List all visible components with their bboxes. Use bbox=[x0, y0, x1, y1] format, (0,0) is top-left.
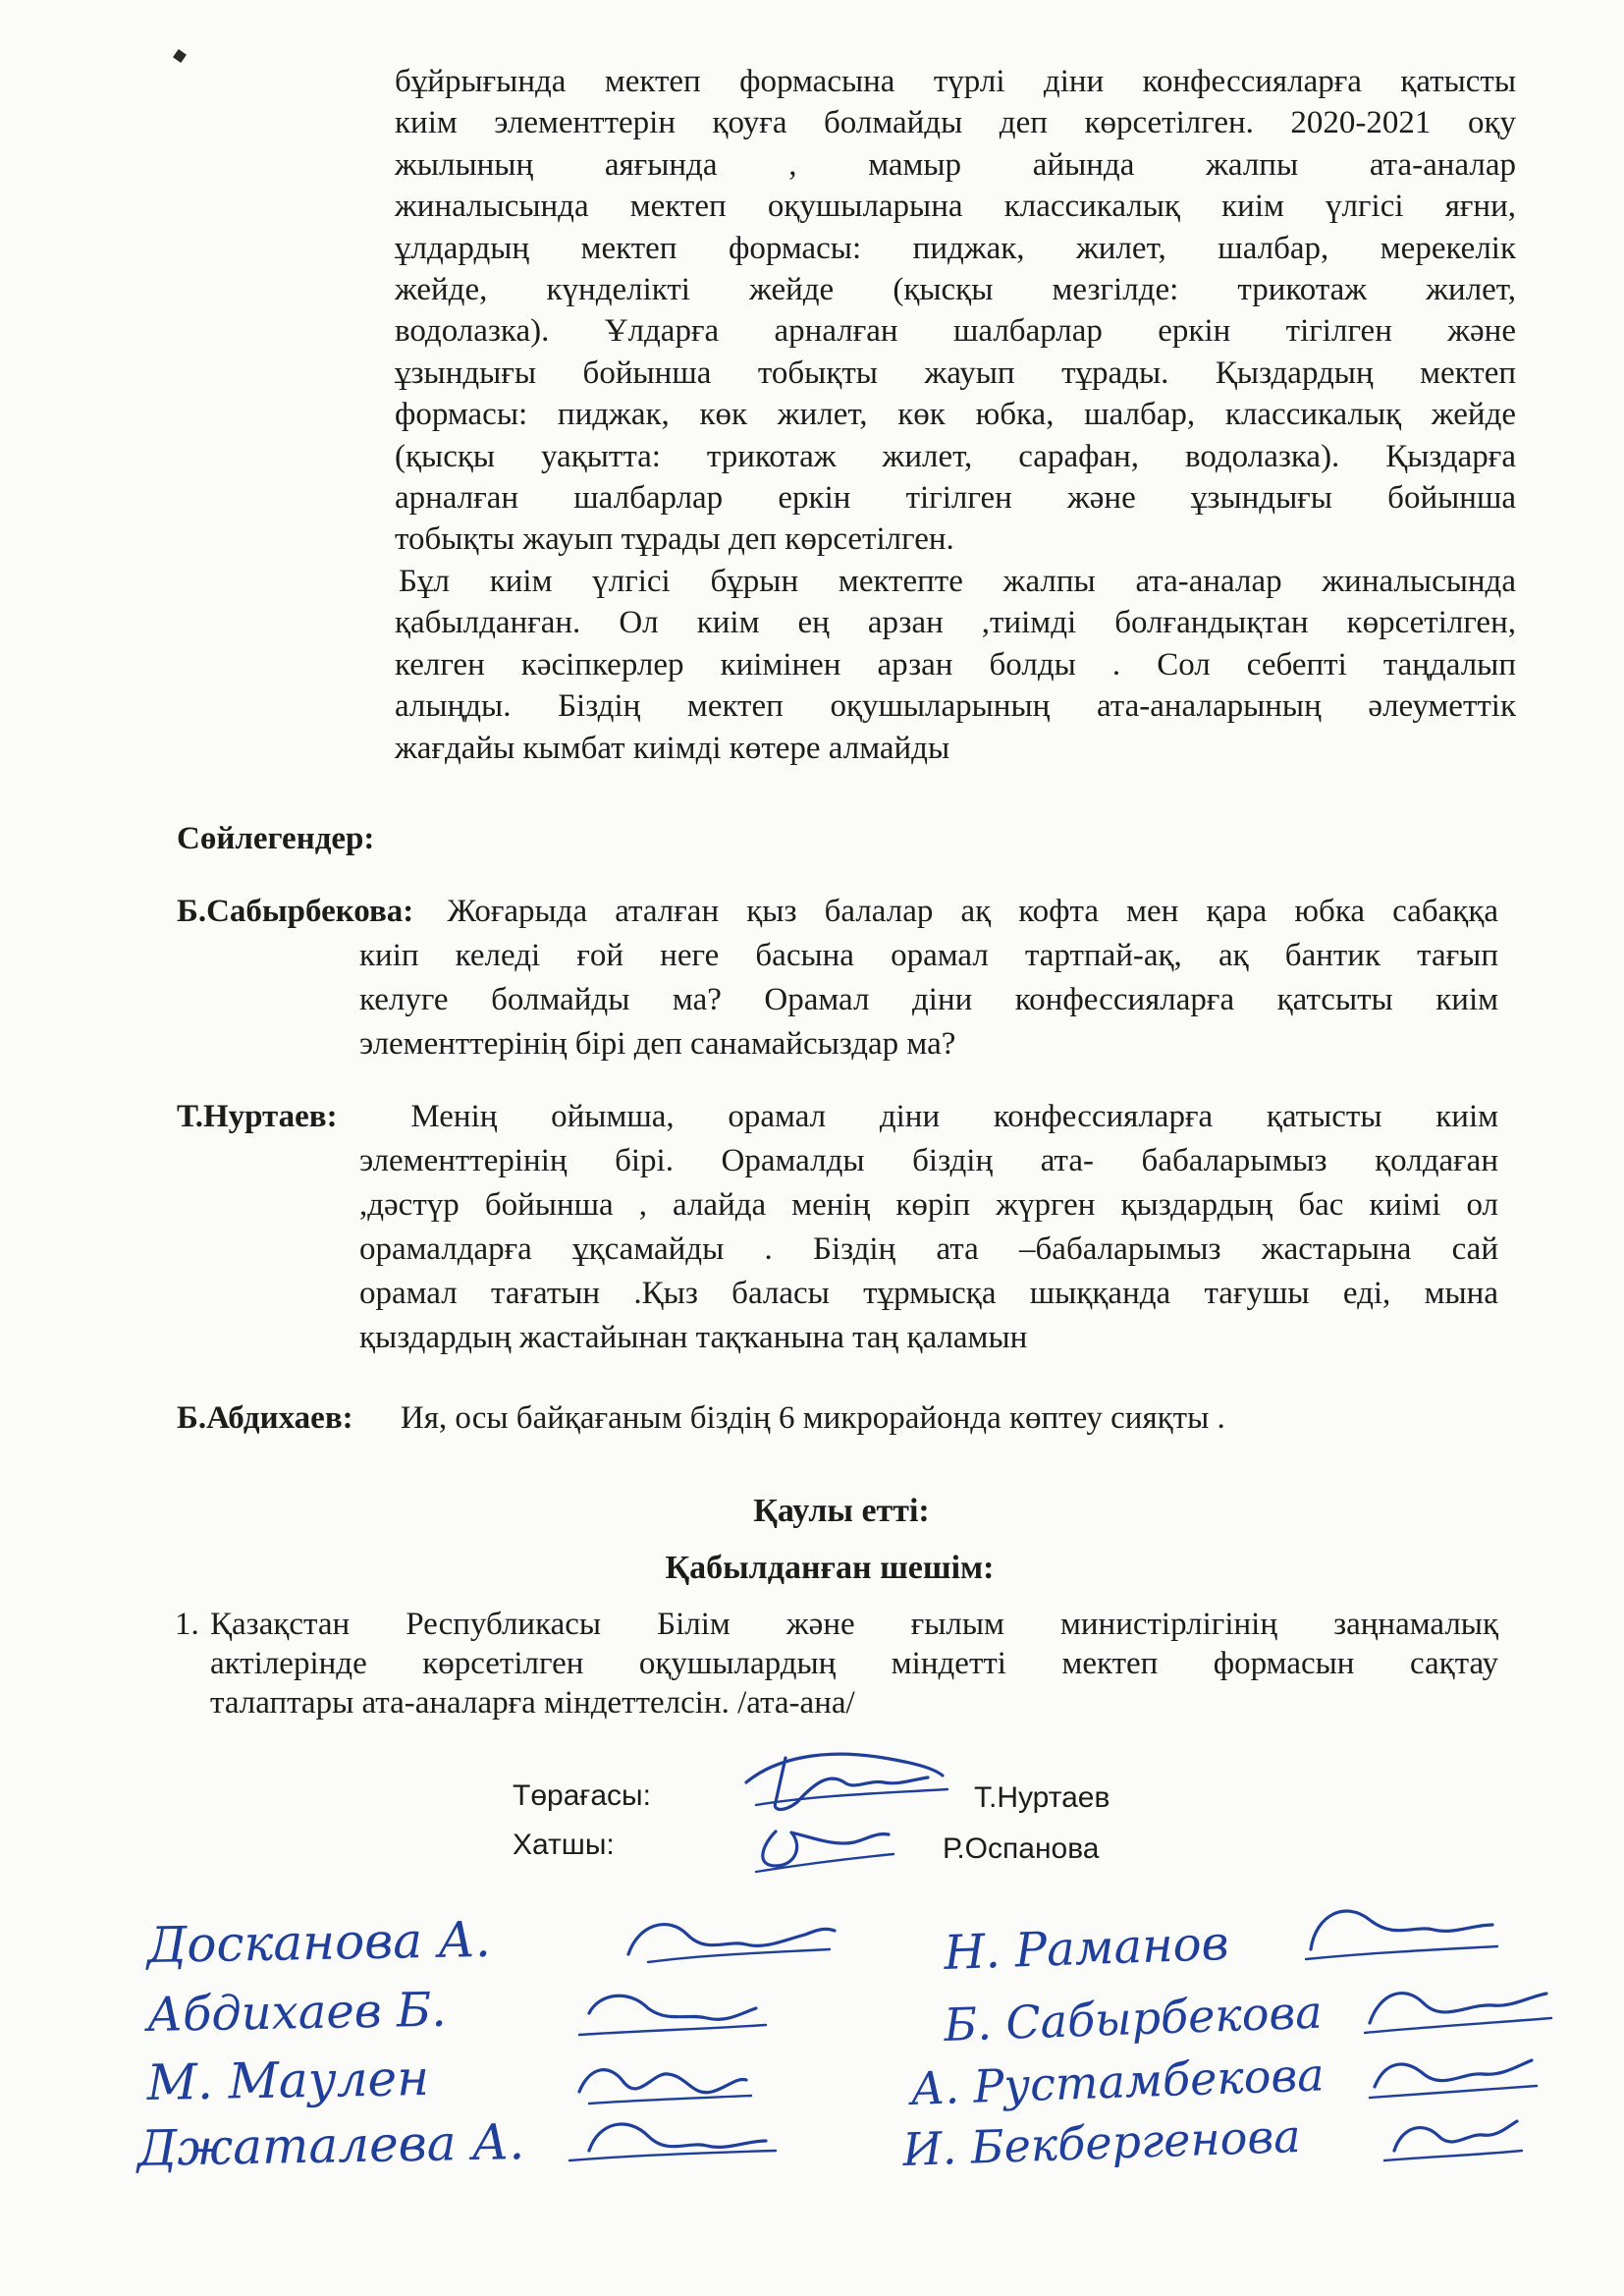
decision-line: талаптары ата-аналарға міндеттелсін. /ата-ана/ bbox=[210, 1685, 855, 1721]
speaker-line: элементтерінің бірі деп санамайсыздар ма? bbox=[359, 1026, 956, 1062]
intro-line: келген кәсіпкерлер киімінен арзан болды . Сол себепті таңдалып bbox=[395, 646, 1516, 683]
decision-line: Қазақстан Республикасы Білім және ғылым министірлігінің заңнамалық bbox=[210, 1607, 1498, 1642]
handwritten-name: Н. Раманов bbox=[943, 1915, 1230, 1981]
chair-role: Төрағасы: bbox=[513, 1779, 651, 1812]
signature-scribble bbox=[579, 1995, 766, 2035]
intro-line: бұйрығында мектеп формасына түрлі діни конфессияларға қатысты bbox=[395, 64, 1516, 99]
handwritten-name: Досканова А. bbox=[146, 1910, 492, 1974]
handwritten-name: М. Маулен bbox=[146, 2049, 430, 2111]
secretary-role: Хатшы: bbox=[513, 1829, 615, 1861]
speaker-name: Т.Нуртаев: bbox=[177, 1099, 338, 1134]
handwritten-name: Б. Сабырбекова bbox=[943, 1985, 1324, 2051]
signature-scribble bbox=[579, 2070, 751, 2104]
speaker-line: орамалдарға ұқсамайды . Біздің ата –бабаларымыз жастарына сай bbox=[359, 1231, 1498, 1267]
intro-line: тобықты жауып тұрады деп көрсетілген. bbox=[395, 521, 954, 558]
intro-line: Бұл киім үлгісі бұрын мектепте жалпы ата-аналар жиналысында bbox=[399, 563, 1516, 599]
intro-line: жиналысында мектеп оқушыларына классикалық киім үлгісі яғни, bbox=[395, 189, 1516, 225]
decision-line: актілерінде көрсетілген оқушылардың міндетті мектеп формасын сақтау bbox=[210, 1646, 1498, 1681]
intro-line: жағдайы кымбат киімді көтере алмайды bbox=[395, 730, 950, 766]
intro-line: қабылданған. Ол киім ең арзан ,тиімді болғандықтан көрсетілген, bbox=[395, 605, 1516, 641]
signature-scribble bbox=[1384, 2121, 1522, 2160]
handwritten-name: Джаталева А. bbox=[136, 2113, 525, 2177]
intro-line: ұзындығы бойынша тобықты жауып тұрады. Қыздардың мектеп bbox=[395, 355, 1516, 391]
secretary-name: Р.Оспанова bbox=[943, 1832, 1100, 1865]
intro-line: алыңды. Біздің мектеп оқушыларының ата-аналарының әлеуметтік bbox=[395, 688, 1516, 725]
chair-signature bbox=[746, 1754, 947, 1809]
signature-scribble bbox=[1370, 2060, 1537, 2098]
handwritten-name: Абдихаев Б. bbox=[146, 1982, 447, 2043]
intro-line: арналған шалбарлар еркін тігілген және ұзындығы бойынша bbox=[395, 480, 1516, 517]
signature-scribble bbox=[569, 2124, 776, 2160]
speakers-heading: Сөйлегендер: bbox=[177, 821, 375, 856]
intro-line: жейде, күнделікті жейде (қысқы мезгілде: трикотаж жилет, bbox=[395, 272, 1516, 308]
signature-scribble bbox=[1365, 1994, 1551, 2033]
speaker-line: келуге болмайды ма? Орамал діни конфессияларға қатсыты киім bbox=[359, 982, 1498, 1017]
handwritten-name: И. Бекбергенова bbox=[901, 2108, 1302, 2176]
intro-line: киім элементтерін қоуға болмайды деп көрсетілген. 2020-2021 оқу bbox=[395, 105, 1516, 141]
handwritten-name: А. Рустамбекова bbox=[909, 2048, 1326, 2115]
speaker-text: Ия, осы байқағаным біздің 6 микрорайонда көптеу сияқты . bbox=[400, 1400, 1225, 1436]
speaker-line: қыздардың жастайынан тақҡанына таң қаламын bbox=[359, 1320, 1028, 1355]
speaker-text: Менің ойымша, орамал діни конфессияларға қатысты киім bbox=[410, 1099, 1498, 1134]
intro-line: жылының аяғында , мамыр айында жалпы ата-аналар bbox=[395, 146, 1516, 183]
chair-name: Т.Нуртаев bbox=[974, 1781, 1110, 1814]
signature-scribble bbox=[1306, 1911, 1497, 1959]
intro-line: водолазка). Ұлдарға арналған шалбарлар еркін тігілген және bbox=[395, 313, 1516, 350]
speaker-name: Б.Сабырбекова: bbox=[177, 894, 414, 929]
speaker-line: ,дәстүр бойынша , алайда менің көріп жүрген қыздардың бас киімі ол bbox=[359, 1187, 1498, 1223]
intro-line: формасы: пиджак, көк жилет, көк юбка, шалбар, классикалық жейде bbox=[395, 397, 1516, 433]
resolution-heading: Қаулы етті: bbox=[753, 1493, 930, 1529]
intro-line: ұлдардың мектеп формасы: пиджак, жилет, шалбар, мерекелік bbox=[395, 230, 1516, 266]
speaker-line: элементтерінің бірі. Орамалды біздің ата- бабаларымыз қолдаған bbox=[359, 1143, 1498, 1178]
decision-heading: Қабылданған шешім: bbox=[665, 1550, 995, 1586]
decision-number: 1. bbox=[175, 1607, 199, 1642]
speaker-name: Б.Абдихаев: bbox=[177, 1400, 353, 1436]
speaker-text: Жоғарыда аталған қыз балалар ақ кофта мен қара юбка сабаққа bbox=[447, 894, 1499, 929]
signature-scribble bbox=[628, 1925, 835, 1962]
secretary-signature bbox=[756, 1831, 893, 1872]
speaker-line: орамал тағатын .Қыз баласы тұрмысқа шыққанда тағушы еді, мына bbox=[359, 1276, 1498, 1311]
intro-line: (қысқы уақытта: трикотаж жилет, сарафан, водолазка). Қыздарға bbox=[395, 438, 1516, 474]
speaker-line: киіп келеді ғой неге басына орамал тартпай-ақ, ақ бантик тағып bbox=[359, 938, 1498, 973]
